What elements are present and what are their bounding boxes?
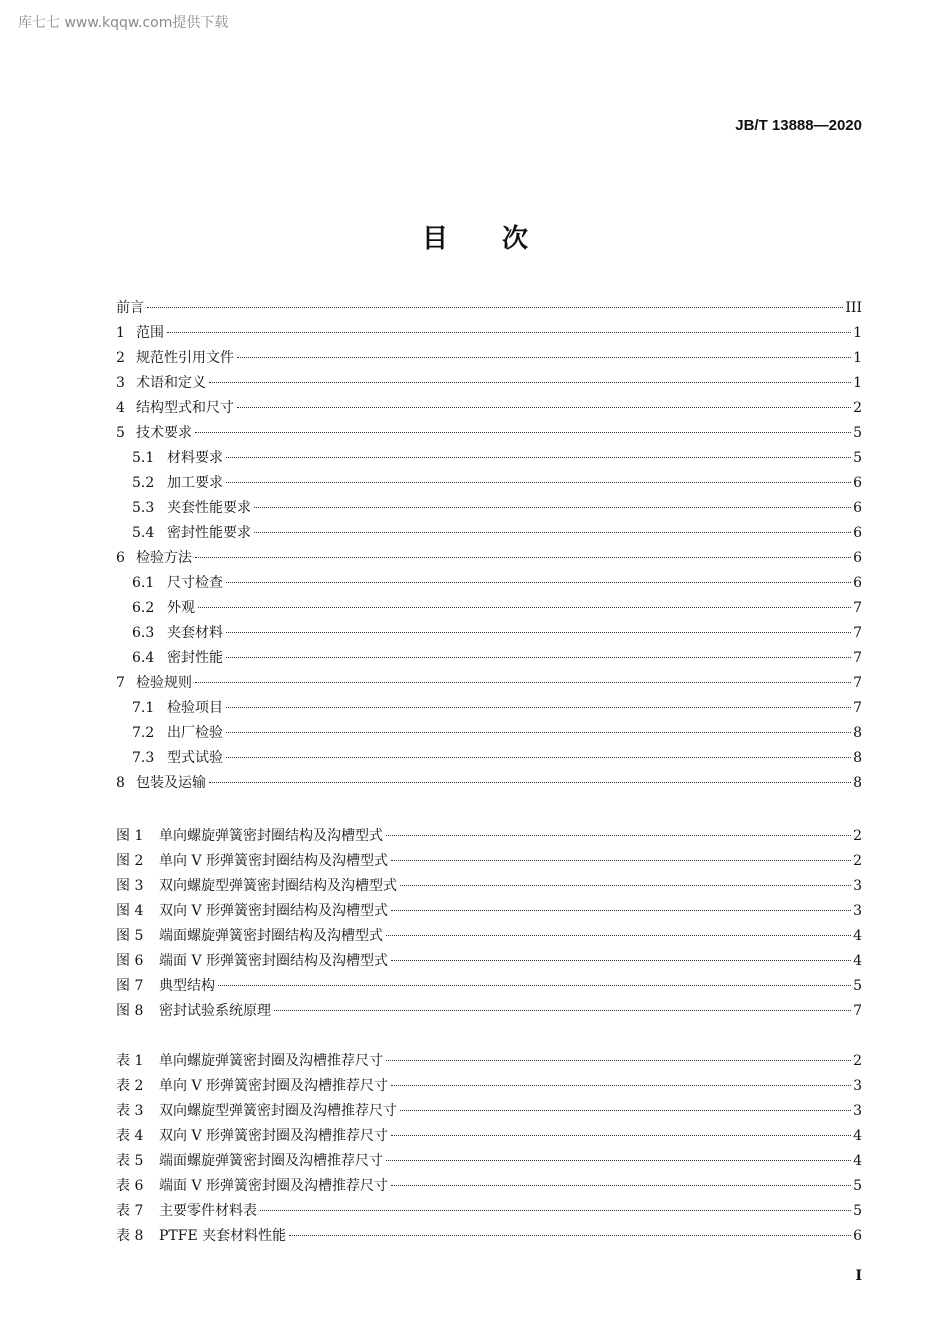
entry-page-number: 1: [853, 350, 862, 366]
entry-page-number: 4: [853, 953, 862, 969]
entry-title: 密封试验系统原理: [159, 1003, 271, 1019]
entry-page-number: 1: [853, 325, 862, 341]
dot-leader: [391, 1085, 851, 1086]
toc-entry[interactable]: [116, 1174, 862, 1199]
entry-title: 夹套材料: [167, 625, 223, 641]
entry-page-number: 5: [853, 1203, 862, 1219]
entry-number: 6.1: [132, 575, 155, 591]
entry-page-number: 3: [853, 878, 862, 894]
entry-number: 图 2: [116, 853, 144, 869]
dot-leader: [391, 910, 851, 911]
entry-title: 检验规则: [136, 675, 192, 691]
entry-page-number: 6: [853, 500, 862, 516]
dot-leader: [198, 607, 851, 608]
entry-title: 结构型式和尺寸: [136, 400, 234, 416]
entry-title: 端面螺旋弹簧密封圈结构及沟槽型式: [159, 928, 383, 944]
entry-title: 双向 V 形弹簧密封圈及沟槽推荐尺寸: [159, 1128, 389, 1144]
dot-leader: [400, 1110, 851, 1111]
dot-leader: [391, 860, 851, 861]
dot-leader: [226, 457, 851, 458]
toc-entry[interactable]: [116, 899, 862, 924]
entry-number: 表 4: [116, 1128, 144, 1144]
entry-number: 6.3: [132, 625, 155, 641]
toc-entry[interactable]: [116, 546, 862, 571]
dot-leader: [167, 332, 851, 333]
toc-entry[interactable]: [116, 1074, 862, 1099]
toc-entry[interactable]: [116, 824, 862, 849]
entry-page-number: 7: [853, 1003, 862, 1019]
toc-entry[interactable]: [116, 471, 862, 496]
entry-page-number: 4: [853, 928, 862, 944]
dot-leader: [226, 657, 851, 658]
entry-page-number: 6: [853, 1228, 862, 1244]
entry-number: 7.2: [132, 725, 155, 741]
entry-page-number: 8: [853, 750, 862, 766]
entry-number: 8: [116, 775, 125, 791]
entry-number: 图 1: [116, 828, 144, 844]
entry-page-number: 6: [853, 475, 862, 491]
entry-page-number: 6: [853, 550, 862, 566]
dot-leader: [254, 532, 851, 533]
entry-number: 5.2: [132, 475, 155, 491]
entry-number: 表 5: [116, 1153, 144, 1169]
dot-leader: [386, 835, 851, 836]
toc-entry[interactable]: [116, 321, 862, 346]
toc-entry[interactable]: [116, 746, 862, 771]
dot-leader: [195, 682, 851, 683]
entry-number: 5.3: [132, 500, 155, 516]
dot-leader: [147, 307, 843, 308]
dot-leader: [400, 885, 851, 886]
dot-leader: [195, 557, 851, 558]
entry-page-number: 6: [853, 525, 862, 541]
entry-title: 密封性能要求: [167, 525, 251, 541]
entry-page-number: 2: [853, 1053, 862, 1069]
dot-leader: [226, 757, 851, 758]
entry-page-number: 3: [853, 1103, 862, 1119]
toc-entry[interactable]: [116, 1124, 862, 1149]
entry-number: 6: [116, 550, 125, 566]
entry-title: 范围: [136, 325, 164, 341]
toc-entry[interactable]: [116, 974, 862, 999]
entry-page-number: 5: [853, 450, 862, 466]
entry-title: 端面 V 形弹簧密封圈及沟槽推荐尺寸: [159, 1178, 389, 1194]
entry-number: 6.2: [132, 600, 155, 616]
entry-title: 端面 V 形弹簧密封圈结构及沟槽型式: [159, 953, 389, 969]
entry-page-number: III: [845, 300, 862, 316]
toc-entry[interactable]: [116, 671, 862, 696]
entry-title: 型式试验: [167, 750, 223, 766]
entry-number: 表 3: [116, 1103, 144, 1119]
dot-leader: [226, 632, 851, 633]
entry-title: 典型结构: [159, 978, 215, 994]
entry-title: PTFE 夹套材料性能: [159, 1228, 287, 1244]
entry-title: 密封性能: [167, 650, 223, 666]
dot-leader: [289, 1235, 851, 1236]
toc-entry[interactable]: [116, 571, 862, 596]
dot-leader: [274, 1010, 851, 1011]
entry-number: 表 7: [116, 1203, 144, 1219]
toc-entry[interactable]: [116, 421, 862, 446]
toc-entry[interactable]: [116, 1149, 862, 1174]
entry-number: 图 5: [116, 928, 144, 944]
entry-title: 检验方法: [136, 550, 192, 566]
toc-entry[interactable]: [116, 296, 862, 321]
page-title: 目次: [421, 224, 582, 254]
entry-page-number: 6: [853, 575, 862, 591]
dot-leader: [218, 985, 851, 986]
dot-leader: [209, 782, 851, 783]
dot-leader: [237, 357, 851, 358]
entry-number: 3: [116, 375, 125, 391]
entry-number: 5.4: [132, 525, 155, 541]
tables-list: [116, 1049, 862, 1249]
dot-leader: [209, 382, 851, 383]
toc-entry[interactable]: [116, 924, 862, 949]
entry-title: 端面螺旋弹簧密封圈及沟槽推荐尺寸: [159, 1153, 383, 1169]
toc-entry[interactable]: [116, 346, 862, 371]
dot-leader: [391, 960, 851, 961]
toc-entry[interactable]: [116, 771, 862, 796]
entry-page-number: 7: [853, 600, 862, 616]
entry-title: 单向螺旋弹簧密封圈结构及沟槽型式: [159, 828, 383, 844]
entry-title: 出厂检验: [167, 725, 223, 741]
toc-entry[interactable]: [116, 521, 862, 546]
toc-entry[interactable]: [116, 596, 862, 621]
toc-entry[interactable]: [116, 999, 862, 1024]
page-number: I: [855, 1268, 862, 1284]
dot-leader: [260, 1210, 851, 1211]
toc-entry[interactable]: [116, 874, 862, 899]
entry-title: 夹套性能要求: [167, 500, 251, 516]
entry-page-number: 4: [853, 1153, 862, 1169]
entry-page-number: 3: [853, 903, 862, 919]
entry-page-number: 7: [853, 625, 862, 641]
entry-number: 5: [116, 425, 125, 441]
entry-number: 表 8: [116, 1228, 144, 1244]
toc-entry[interactable]: [116, 849, 862, 874]
entry-number: 6.4: [132, 650, 155, 666]
entry-title: 技术要求: [136, 425, 192, 441]
entry-title: 术语和定义: [136, 375, 206, 391]
entry-number: 7.3: [132, 750, 155, 766]
dot-leader: [226, 482, 851, 483]
entry-number: 表 2: [116, 1078, 144, 1094]
entry-number: 1: [116, 325, 125, 341]
entry-page-number: 5: [853, 1178, 862, 1194]
entry-page-number: 2: [853, 400, 862, 416]
entry-number: 图 4: [116, 903, 144, 919]
entry-page-number: 7: [853, 650, 862, 666]
entry-title: 尺寸检查: [167, 575, 223, 591]
figures-list: [116, 824, 862, 1024]
entry-page-number: 2: [853, 828, 862, 844]
toc-entry[interactable]: [116, 1199, 862, 1224]
dot-leader: [226, 732, 851, 733]
entry-page-number: 4: [853, 1128, 862, 1144]
toc-entry[interactable]: [116, 646, 862, 671]
toc-entry[interactable]: [116, 371, 862, 396]
entry-title: 单向螺旋弹簧密封圈及沟槽推荐尺寸: [159, 1053, 383, 1069]
entry-page-number: 1: [853, 375, 862, 391]
entry-page-number: 5: [853, 978, 862, 994]
entry-title: 加工要求: [167, 475, 223, 491]
entry-title: 规范性引用文件: [136, 350, 234, 366]
toc-entry[interactable]: [116, 396, 862, 421]
contents-list: [116, 296, 862, 796]
entry-number: 图 8: [116, 1003, 144, 1019]
entry-page-number: 7: [853, 700, 862, 716]
dot-leader: [386, 1060, 851, 1061]
entry-number: 7.1: [132, 700, 155, 716]
watermark-text: 库七七 www.kqqw.com提供下载: [18, 15, 229, 31]
entry-title: 包装及运输: [136, 775, 206, 791]
toc-entry[interactable]: [116, 1224, 862, 1249]
entry-number: 表 1: [116, 1053, 144, 1069]
toc-entry[interactable]: [116, 1099, 862, 1124]
standard-code: JB/T 13888—2020: [735, 117, 862, 134]
entry-title: 检验项目: [167, 700, 223, 716]
entry-number: 表 6: [116, 1178, 144, 1194]
entry-title: 前言: [116, 300, 144, 316]
entry-title: 双向螺旋型弹簧密封圈结构及沟槽型式: [159, 878, 397, 894]
toc-entry[interactable]: [116, 721, 862, 746]
dot-leader: [386, 1160, 851, 1161]
entry-title: 外观: [167, 600, 195, 616]
entry-page-number: 5: [853, 425, 862, 441]
entry-number: 5.1: [132, 450, 155, 466]
toc-entry[interactable]: [116, 496, 862, 521]
toc-entry[interactable]: [116, 696, 862, 721]
toc-entry[interactable]: [116, 446, 862, 471]
entry-number: 7: [116, 675, 125, 691]
entry-number: 图 3: [116, 878, 144, 894]
entry-title: 单向 V 形弹簧密封圈及沟槽推荐尺寸: [159, 1078, 389, 1094]
entry-title: 单向 V 形弹簧密封圈结构及沟槽型式: [159, 853, 389, 869]
entry-number: 4: [116, 400, 125, 416]
dot-leader: [391, 1185, 851, 1186]
dot-leader: [391, 1135, 851, 1136]
entry-title: 双向螺旋型弹簧密封圈及沟槽推荐尺寸: [159, 1103, 397, 1119]
toc-entry[interactable]: [116, 1049, 862, 1074]
entry-page-number: 8: [853, 725, 862, 741]
entry-title: 主要零件材料表: [159, 1203, 257, 1219]
dot-leader: [237, 407, 851, 408]
dot-leader: [195, 432, 851, 433]
entry-page-number: 7: [853, 675, 862, 691]
toc-entry[interactable]: [116, 621, 862, 646]
dot-leader: [226, 582, 851, 583]
dot-leader: [254, 507, 851, 508]
dot-leader: [386, 935, 851, 936]
entry-title: 双向 V 形弹簧密封圈结构及沟槽型式: [159, 903, 389, 919]
entry-page-number: 3: [853, 1078, 862, 1094]
dot-leader: [226, 707, 851, 708]
entry-page-number: 2: [853, 853, 862, 869]
entry-title: 材料要求: [167, 450, 223, 466]
entry-number: 图 7: [116, 978, 144, 994]
toc-entry[interactable]: [116, 949, 862, 974]
entry-page-number: 8: [853, 775, 862, 791]
entry-number: 2: [116, 350, 125, 366]
entry-number: 图 6: [116, 953, 144, 969]
